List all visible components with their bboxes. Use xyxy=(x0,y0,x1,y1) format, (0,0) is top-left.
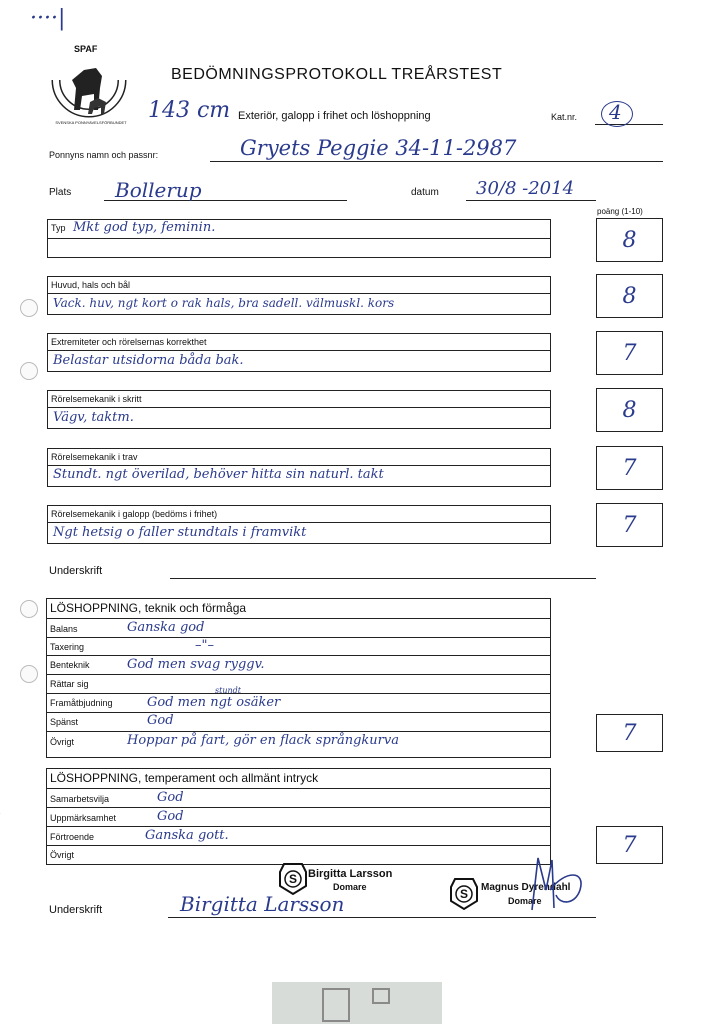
section-label: Rörelsemekanik i galopp (bedöms i frihet) xyxy=(51,509,218,519)
section-extremiteter xyxy=(47,333,551,372)
punch-hole xyxy=(20,600,38,618)
section-label: Rörelsemekanik i trav xyxy=(51,452,138,462)
jump-technique-table xyxy=(46,598,551,758)
row-value: Ganska god xyxy=(127,620,205,635)
place-label: Plats xyxy=(49,187,72,198)
row-divider xyxy=(47,693,550,694)
section-label: Typ xyxy=(51,223,66,233)
score-value: 8 xyxy=(622,227,637,253)
height-note: 143 cm xyxy=(148,98,231,123)
judge-name: Magnus Dyrendahl xyxy=(481,882,571,893)
punch-hole xyxy=(20,299,38,317)
score-value: 7 xyxy=(622,512,637,538)
row-value: Hoppar på fart, gör en flack språngkurva xyxy=(127,733,399,748)
section-value: Mkt god typ, feminin. xyxy=(73,220,216,235)
date-label: datum xyxy=(411,187,439,198)
section-value: Vägv, taktm. xyxy=(53,410,134,425)
row-divider xyxy=(47,655,550,656)
score-box xyxy=(596,503,663,547)
stamp-letter: S xyxy=(460,887,469,901)
signature-handwritten: Birgitta Larsson xyxy=(180,892,345,916)
section-divider xyxy=(48,522,550,523)
section-value: Stundt. ngt överilad, behöver hitta sin naturl. takt xyxy=(53,467,384,482)
spaf-logo xyxy=(44,40,134,130)
points-label: poäng (1-10) xyxy=(597,207,643,216)
row-value: Ganska gott. xyxy=(145,828,229,843)
punch-hole xyxy=(20,665,38,683)
pony-label: Ponnyns namn och passnr: xyxy=(49,150,159,160)
judge-stamp xyxy=(278,862,308,896)
row-divider xyxy=(47,845,550,846)
row-value: –"– xyxy=(195,638,214,653)
section-typ xyxy=(47,219,551,258)
jump-technique-header: LÖSHOPPNING, teknik och förmåga xyxy=(50,601,247,615)
stub-icon xyxy=(372,988,390,1004)
signature2-line xyxy=(168,917,596,918)
page-title: BEDÖMNINGSPROTOKOLL TREÅRSTEST xyxy=(171,66,503,83)
katnr-label: Kat.nr. xyxy=(551,112,578,122)
row-divider xyxy=(47,618,550,619)
judge-name: Birgitta Larsson xyxy=(308,868,393,880)
section-label: Rörelsemekanik i skritt xyxy=(51,394,142,404)
row-label: Benteknik xyxy=(50,660,90,670)
score-box xyxy=(596,218,663,262)
row-divider xyxy=(47,731,550,732)
score-value: 8 xyxy=(622,283,637,309)
row-note: stundt xyxy=(215,686,241,695)
score-box xyxy=(596,274,663,318)
section-divider xyxy=(48,407,550,408)
score-value: 7 xyxy=(622,340,637,366)
punch-hole xyxy=(20,362,38,380)
section-divider xyxy=(48,238,550,239)
row-divider xyxy=(47,807,550,808)
row-divider xyxy=(47,826,550,827)
judge-role: Domare xyxy=(508,896,542,906)
section-divider xyxy=(48,465,550,466)
katnr-value: 4 xyxy=(609,100,622,124)
stamp-letter: S xyxy=(289,872,298,886)
jump-temperament-header: LÖSHOPPNING, temperament och allmänt intryck xyxy=(50,771,319,785)
score-box xyxy=(596,388,663,432)
signature-label: Underskrift xyxy=(49,565,103,577)
judge-role: Domare xyxy=(333,882,367,892)
date-value: 30/8 -2014 xyxy=(476,178,575,199)
row-divider xyxy=(47,788,550,789)
logo-top-text: SPAF xyxy=(74,44,98,54)
side-print xyxy=(0,779,2,856)
section-divider xyxy=(48,350,550,351)
row-value: God xyxy=(147,713,174,728)
score-box xyxy=(596,446,663,490)
row-divider xyxy=(47,712,550,713)
pony-value: Gryets Peggie 34-11-2987 xyxy=(240,136,517,160)
row-label: Övrigt xyxy=(50,850,75,860)
logo-ring-text: SVENSKA PONNYAVELSFÖRBUNDET xyxy=(55,120,127,125)
section-skritt xyxy=(47,390,551,429)
subtitle: Exteriör, galopp i frihet och löshoppning xyxy=(238,110,431,122)
row-label: Samarbetsvilja xyxy=(50,794,110,804)
score-value: 7 xyxy=(622,832,637,858)
section-trav xyxy=(47,448,551,487)
stub-icon xyxy=(322,988,350,1022)
row-label: Förtroende xyxy=(50,832,95,842)
section-huvud xyxy=(47,276,551,315)
section-divider xyxy=(48,293,550,294)
signature-line xyxy=(170,578,596,579)
row-label: Övrigt xyxy=(50,737,75,747)
section-value: Vack. huv, ngt kort o rak hals, bra sadell. välmuskl. kors xyxy=(53,296,395,310)
section-value: Ngt hetsig o faller stundtals i framvikt xyxy=(53,525,307,540)
place-value: Bollerup xyxy=(115,178,202,202)
score-value: 8 xyxy=(622,397,637,423)
section-galopp xyxy=(47,505,551,544)
row-label: Rättar sig xyxy=(50,679,89,689)
date-line xyxy=(466,200,596,201)
pony-line xyxy=(210,161,663,162)
score-value: 7 xyxy=(622,455,637,481)
katnr-line xyxy=(595,124,663,125)
judge-stamp xyxy=(449,877,479,911)
signature-scribble xyxy=(520,850,590,920)
row-divider xyxy=(47,674,550,675)
section-value: Belastar utsidorna båda bak. xyxy=(53,353,244,368)
signature2-label: Underskrift xyxy=(49,904,103,916)
row-label: Balans xyxy=(50,624,78,634)
row-label: Uppmärksamhet xyxy=(50,813,117,823)
row-label: Taxering xyxy=(50,642,85,652)
section-label: Extremiteter och rörelsernas korrekthet xyxy=(51,337,207,347)
bottom-stub xyxy=(272,982,442,1024)
row-label: Spänst xyxy=(50,717,79,727)
jump-temperament-table xyxy=(46,768,551,865)
row-divider xyxy=(47,637,550,638)
section-label: Huvud, hals och bål xyxy=(51,280,131,290)
row-value: God xyxy=(157,790,184,805)
score-box xyxy=(596,331,663,375)
score-value: 7 xyxy=(622,720,637,746)
score-box xyxy=(596,826,663,864)
tally-mark: ····| xyxy=(30,6,66,31)
score-box xyxy=(596,714,663,752)
row-label: Framåtbjudning xyxy=(50,698,113,708)
row-value: God men svag ryggv. xyxy=(127,657,265,672)
row-value: God xyxy=(157,809,184,824)
row-value: God men ngt osäker xyxy=(147,695,281,710)
